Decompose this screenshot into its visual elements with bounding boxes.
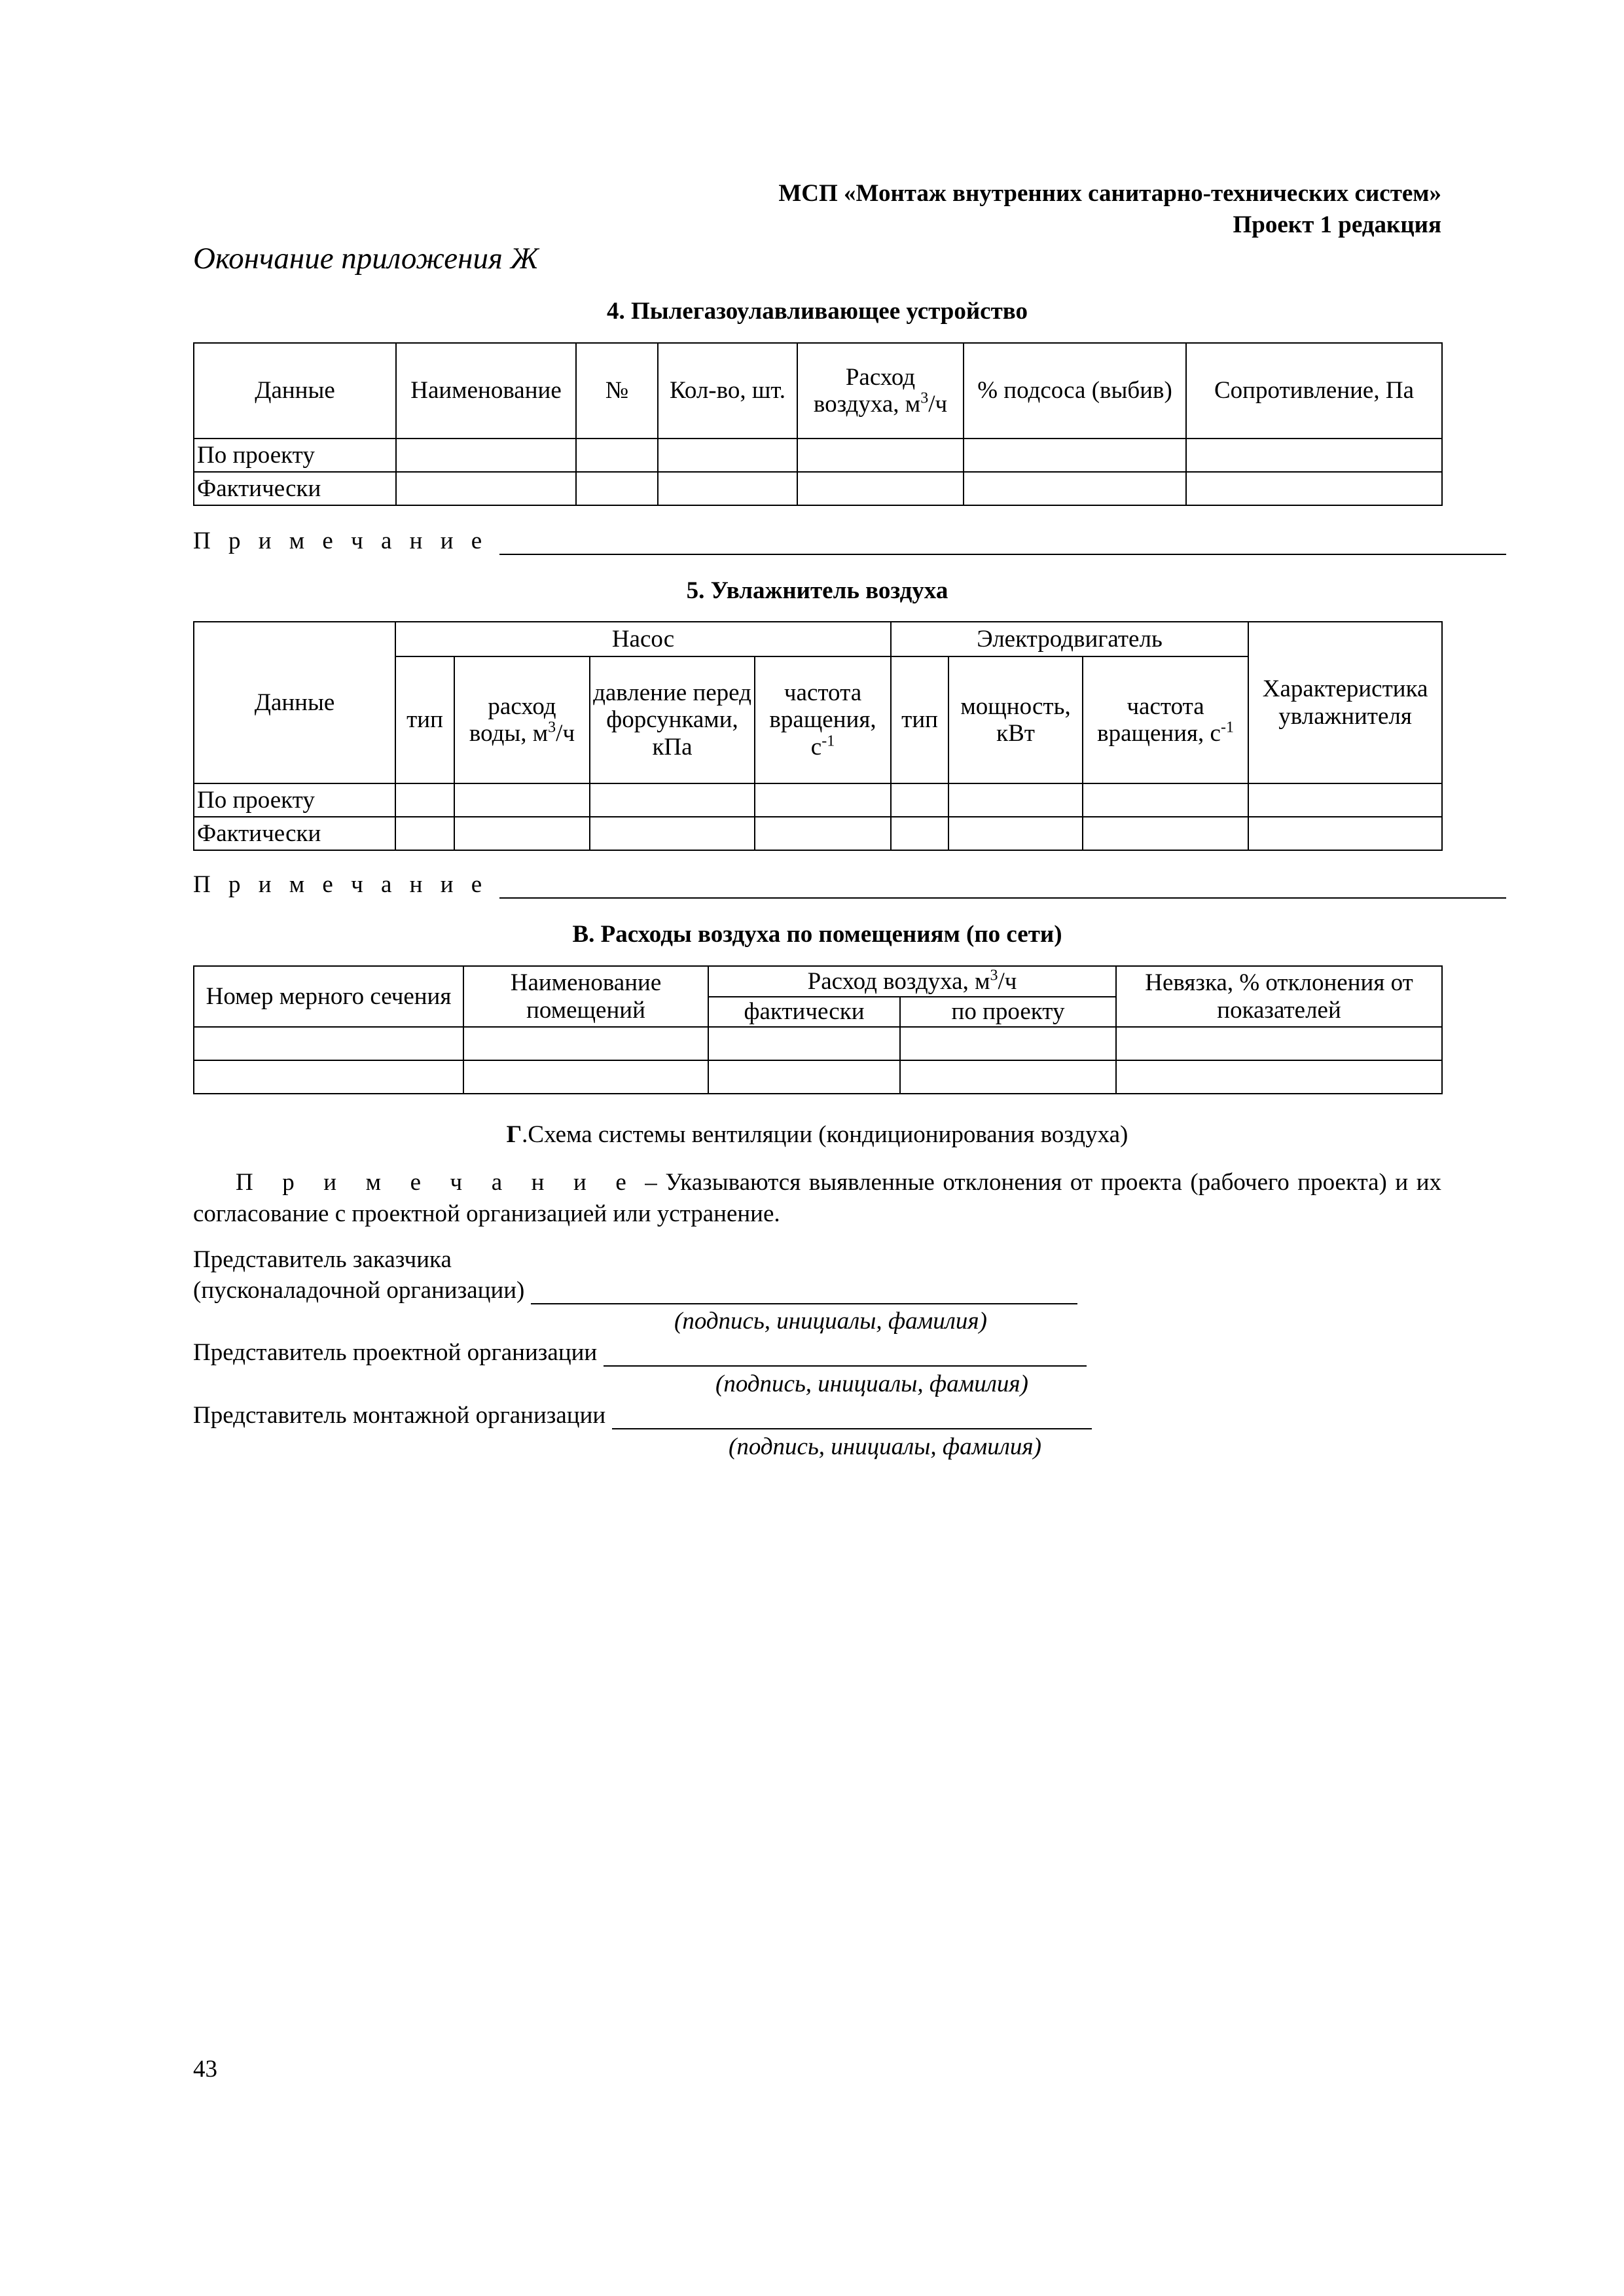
table-cell[interactable] [891, 817, 948, 850]
document-header-edition: Проект 1 редакция [1233, 211, 1441, 238]
section-v-title: В. Расходы воздуха по помещениям (по сети) [572, 921, 1062, 948]
header-section-number: Номер мерного сечения [194, 966, 463, 1027]
appendix-title: Окончание приложения Ж [193, 242, 539, 276]
design-org-signature-line[interactable] [604, 1346, 1087, 1367]
header-humidifier: Характеристика увлажнителя [1248, 622, 1442, 783]
final-note-label: П р и м е ч а н и е [236, 1169, 637, 1196]
table-cell[interactable] [755, 783, 891, 817]
header-motor-frequency: частота вращения, $с^{-1}$ [1083, 656, 1248, 783]
table-cell[interactable] [395, 817, 454, 850]
header-pump-frequency: частота вращения, $с^{-1}$ [755, 656, 891, 783]
customer-representative-label: Представитель заказчика [193, 1246, 452, 1273]
page-number: 43 [193, 2056, 217, 2083]
row-label-design: По проекту [194, 439, 396, 472]
table-cell[interactable] [658, 439, 797, 472]
table-cell[interactable] [964, 439, 1186, 472]
header-airflow: Расход воздуха, $м^3/ч$ [797, 343, 964, 439]
header-pump: Насос [395, 622, 891, 656]
header-resistance: Сопротивление, Па [1186, 343, 1442, 439]
humidifier-table [193, 621, 1443, 851]
section-5-note [193, 870, 1506, 899]
header-data: Данные [194, 343, 396, 439]
table-cell[interactable] [948, 783, 1083, 817]
note-input-line[interactable] [499, 878, 1506, 899]
header-quantity: Кол-во, шт. [658, 343, 797, 439]
table-cell[interactable] [463, 1027, 708, 1060]
install-org-label: Представитель монтажной организации [193, 1402, 606, 1429]
section-4-title: 4. Пылегазоулавливающее устройство [606, 298, 1028, 325]
header-number: № [576, 343, 658, 439]
note-label: П р и м е ч а н и е [193, 871, 488, 898]
table-header-row [194, 966, 1442, 997]
design-org-label: Представитель проектной организации [193, 1339, 598, 1366]
table-cell[interactable] [708, 1060, 900, 1094]
table-cell[interactable] [395, 783, 454, 817]
signature-caption: (подпись, инициалы, фамилия) [715, 1371, 1028, 1397]
table-cell[interactable] [900, 1060, 1116, 1094]
customer-org-label: (пусконаладочной организации) [193, 1277, 525, 1304]
table-cell[interactable] [797, 472, 964, 505]
table-cell[interactable] [1116, 1060, 1442, 1094]
table-cell[interactable] [900, 1027, 1116, 1060]
dust-collector-table [193, 342, 1443, 506]
install-org-signature-line[interactable] [612, 1408, 1092, 1429]
table-cell[interactable] [194, 1027, 463, 1060]
customer-signature-line[interactable] [531, 1283, 1077, 1304]
table-cell[interactable] [454, 817, 590, 850]
section-g-letter: Г [506, 1121, 522, 1148]
header-data: Данные [194, 622, 395, 783]
table-cell[interactable] [658, 472, 797, 505]
table-cell[interactable] [1116, 1027, 1442, 1060]
table-row [194, 817, 1442, 850]
section-g-title [193, 1121, 1441, 1149]
table-cell[interactable] [948, 817, 1083, 850]
header-water-flow: расход воды, $м^3/ч$ [454, 656, 590, 783]
table-cell[interactable] [964, 472, 1186, 505]
section-4-note [193, 527, 1506, 555]
header-pump-type: тип [395, 656, 454, 783]
table-row [194, 1060, 1442, 1094]
table-cell[interactable] [590, 817, 755, 850]
table-cell[interactable] [1248, 817, 1442, 850]
table-cell[interactable] [590, 783, 755, 817]
final-note [193, 1167, 1441, 1230]
note-label: П р и м е ч а н и е [193, 528, 488, 554]
table-cell[interactable] [454, 783, 590, 817]
header-name: Наименование [396, 343, 576, 439]
table-header-row [194, 622, 1442, 656]
row-label-actual: Фактически [194, 472, 396, 505]
table-cell[interactable] [1083, 817, 1248, 850]
customer-representative-signature [193, 1276, 1077, 1304]
table-cell[interactable] [891, 783, 948, 817]
header-suction: % подсоса (выбив) [964, 343, 1186, 439]
table-cell[interactable] [194, 1060, 463, 1094]
table-row [194, 472, 1442, 505]
header-power: мощность, кВт [948, 656, 1083, 783]
table-row [194, 439, 1442, 472]
header-room-name: Наименование помещений [463, 966, 708, 1027]
row-label-actual: Фактически [194, 817, 395, 850]
signature-caption: (подпись, инициалы, фамилия) [729, 1433, 1041, 1460]
table-cell[interactable] [797, 439, 964, 472]
signature-caption: (подпись, инициалы, фамилия) [674, 1308, 987, 1335]
install-org-representative [193, 1401, 1092, 1429]
table-cell[interactable] [755, 817, 891, 850]
table-cell[interactable] [1186, 439, 1442, 472]
table-row [194, 1027, 1442, 1060]
table-cell[interactable] [463, 1060, 708, 1094]
header-design: по проекту [900, 997, 1116, 1027]
room-airflow-table [193, 965, 1443, 1094]
table-cell[interactable] [1083, 783, 1248, 817]
design-org-representative [193, 1338, 1087, 1367]
table-cell[interactable] [396, 439, 576, 472]
note-input-line[interactable] [499, 534, 1506, 555]
header-deviation: Невязка, % отклонения от показателей [1116, 966, 1442, 1027]
table-cell[interactable] [1248, 783, 1442, 817]
table-cell[interactable] [1186, 472, 1442, 505]
document-header-title: МСП «Монтаж внутренних санитарно-технических систем» [778, 180, 1441, 207]
table-cell[interactable] [576, 439, 658, 472]
section-5-title: 5. Увлажнитель воздуха [686, 577, 948, 604]
header-motor-type: тип [891, 656, 948, 783]
header-motor: Электродвигатель [891, 622, 1248, 656]
header-airflow: Расход воздуха, $м^3/ч$ [708, 966, 1116, 997]
table-cell[interactable] [708, 1027, 900, 1060]
table-row [194, 783, 1442, 817]
final-note-text: – Указываются выявленные отклонения от проекта (рабочего проекта) и их согласование с проектной организацией или устранение. [193, 1169, 1442, 1227]
table-cell[interactable] [576, 472, 658, 505]
table-cell[interactable] [396, 472, 576, 505]
header-actual: фактически [708, 997, 900, 1027]
section-g-text: .Схема системы вентиляции (кондиционирования воздуха) [522, 1121, 1128, 1148]
table-header-row [194, 343, 1442, 439]
row-label-design: По проекту [194, 783, 395, 817]
header-pressure: давление перед форсунками, кПа [590, 656, 755, 783]
